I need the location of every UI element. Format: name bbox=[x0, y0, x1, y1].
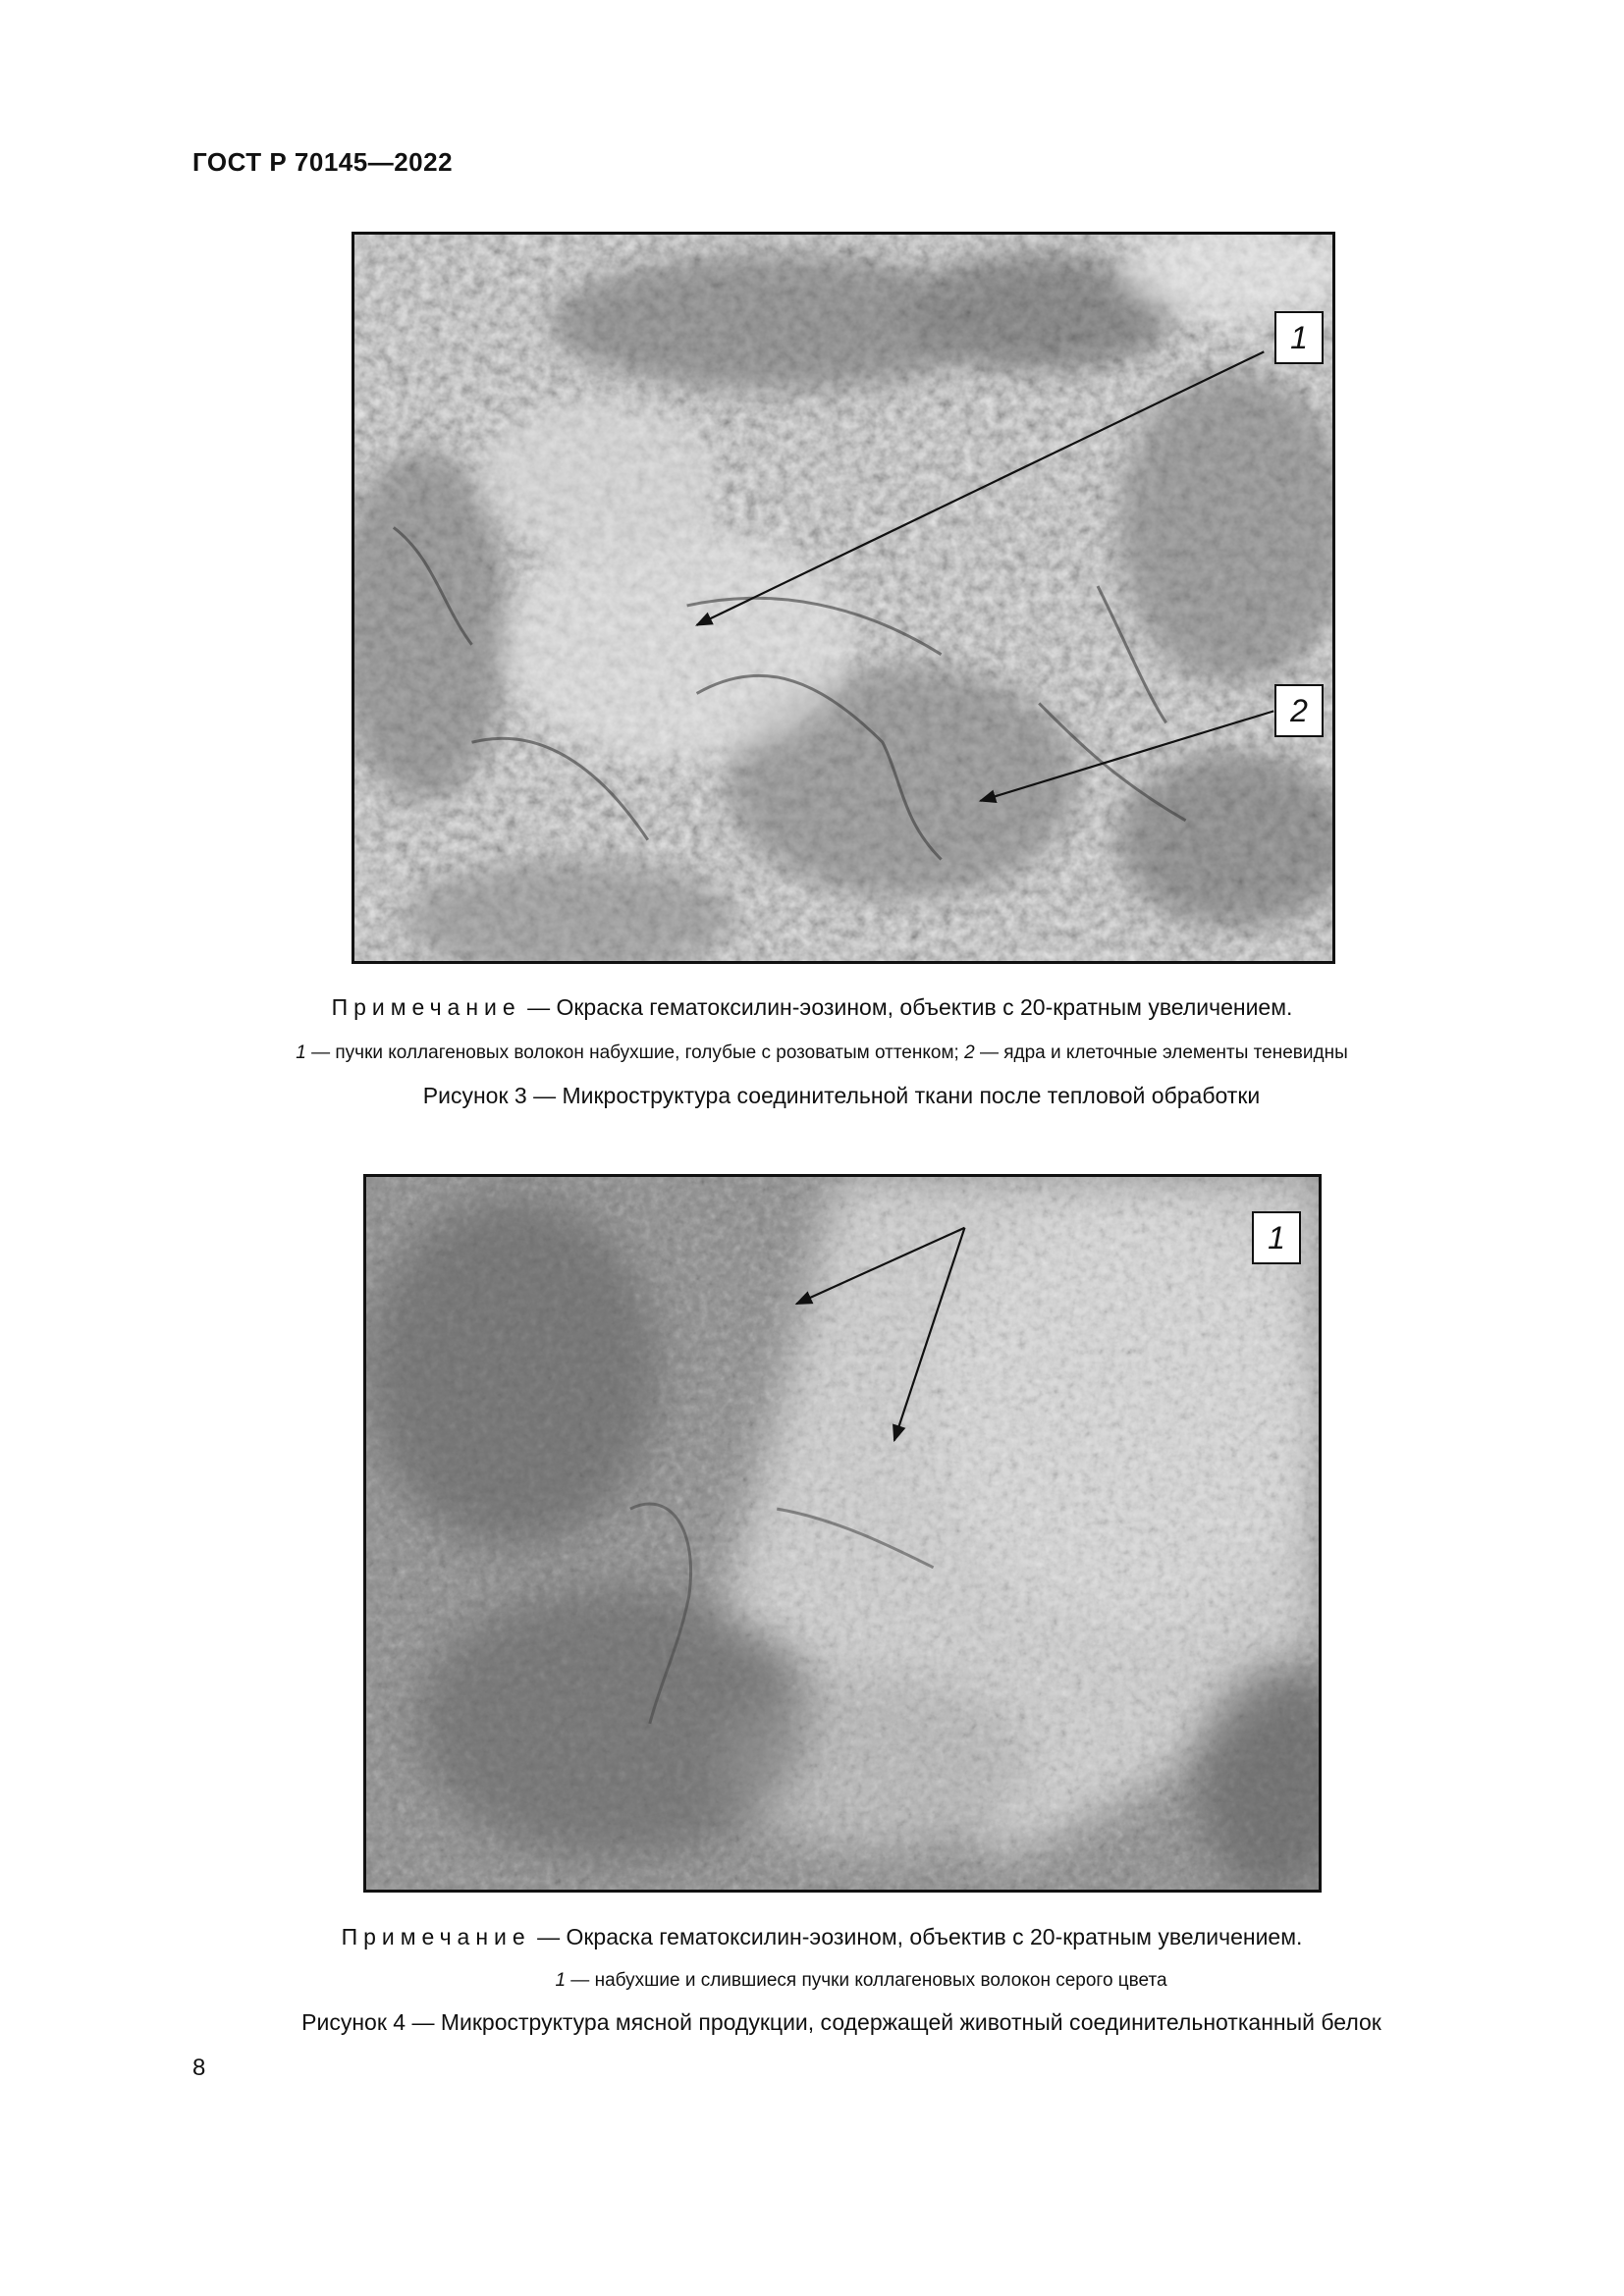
note-text: — Окраска гематоксилин-эозином, объектив с 20-кратным увеличением. bbox=[520, 994, 1293, 1020]
micrograph-image-4 bbox=[366, 1177, 1319, 1890]
note-text: — Окраска гематоксилин-эозином, объектив с 20-кратным увеличением. bbox=[530, 1924, 1303, 1949]
figure-4-micrograph bbox=[363, 1174, 1322, 1893]
page-number: 8 bbox=[192, 2055, 206, 2081]
document-header: ГОСТ Р 70145—2022 bbox=[192, 147, 454, 177]
figure-4-note bbox=[0, 1924, 1624, 1950]
note-prefix: Примечание bbox=[341, 1924, 531, 1949]
figure-3-caption: Рисунок 3 — Микроструктура соединительной ткани после тепловой обработки bbox=[422, 1083, 1261, 1108]
legend-text: — ядра и клеточные элементы теневидны bbox=[974, 1042, 1348, 1063]
legend-number: 1 bbox=[555, 1970, 567, 1991]
figure-4-caption: Рисунок 4 — Микроструктура мясной продукции, содержащей животный соединительнотканный белок bbox=[301, 2009, 1381, 2035]
legend-text: — набухшие и слившиеся пучки коллагеновых волокон серого цвета bbox=[566, 1970, 1167, 1991]
note-prefix: Примечание bbox=[331, 994, 521, 1020]
legend-number: 2 bbox=[964, 1042, 975, 1063]
figure-3-legend bbox=[0, 1042, 1624, 1064]
legend-number: 1 bbox=[296, 1042, 306, 1063]
figure-4-legend bbox=[0, 1970, 1624, 1992]
micrograph-image-3 bbox=[354, 235, 1332, 961]
callout-label-1: 1 bbox=[1274, 311, 1324, 364]
figure-3-micrograph bbox=[352, 232, 1335, 964]
legend-text: — пучки коллагеновых волокон набухшие, голубые с розоватым оттенком; bbox=[305, 1042, 965, 1063]
figure-3-note bbox=[0, 994, 1624, 1021]
callout-label-2: 2 bbox=[1274, 684, 1324, 737]
callout-label-1: 1 bbox=[1252, 1211, 1301, 1264]
